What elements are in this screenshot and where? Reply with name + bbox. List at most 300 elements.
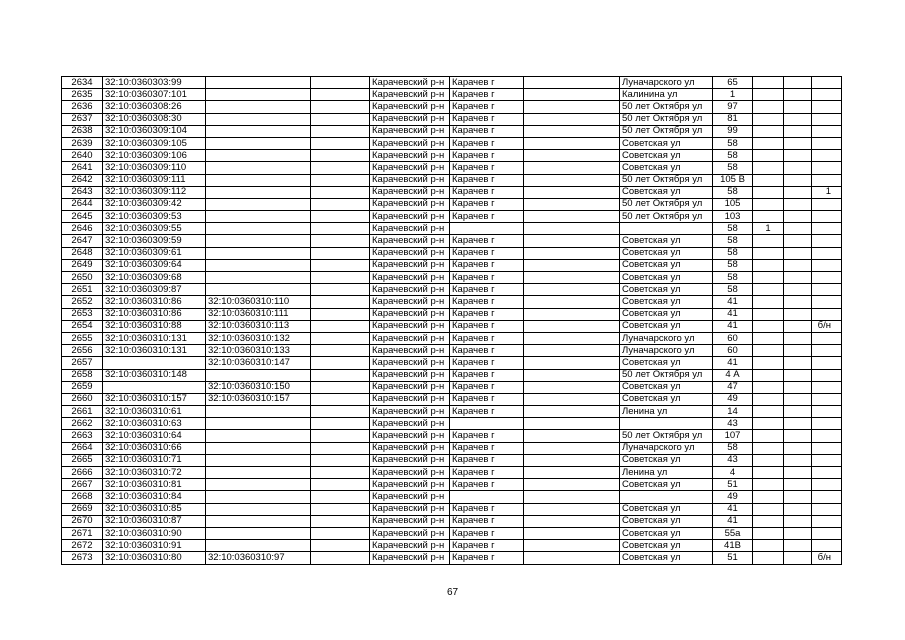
extra-c-cell	[812, 308, 842, 320]
extra-a-cell	[753, 77, 784, 89]
cadastral-number-cell: 32:10:0360310:88	[103, 320, 206, 332]
house-number-cell: 41	[713, 503, 753, 515]
district-cell: Карачевский р-н	[370, 430, 450, 442]
street-cell: Советская ул	[620, 381, 713, 393]
extra-b-cell	[784, 247, 812, 259]
house-number-cell: 58	[713, 150, 753, 162]
house-number-cell: 43	[713, 454, 753, 466]
extra-b-cell	[784, 162, 812, 174]
locality-cell	[524, 223, 620, 235]
cadastral-number-cell: 32:10:0360309:64	[103, 259, 206, 271]
related-cadastral-number-cell	[206, 491, 311, 503]
cadastral-number-cell: 32:10:0360309:106	[103, 150, 206, 162]
house-number-cell: 41	[713, 308, 753, 320]
table-row	[62, 406, 842, 418]
street-cell: Советская ул	[620, 527, 713, 539]
cadastral-number-cell: 32:10:0360310:85	[103, 503, 206, 515]
locality-cell	[524, 503, 620, 515]
district-cell: Карачевский р-н	[370, 320, 450, 332]
table-row	[62, 442, 842, 454]
row-number-cell: 2673	[62, 552, 103, 564]
related-cadastral-number-cell	[206, 540, 311, 552]
empty-col-cell	[311, 503, 370, 515]
extra-c-cell	[812, 101, 842, 113]
extra-a-cell	[753, 527, 784, 539]
cadastral-number-cell: 32:10:0360310:131	[103, 345, 206, 357]
district-cell: Карачевский р-н	[370, 211, 450, 223]
extra-b-cell	[784, 381, 812, 393]
district-cell: Карачевский р-н	[370, 552, 450, 564]
page-number: 67	[446, 587, 459, 598]
street-cell: Советская ул	[620, 186, 713, 198]
cadastral-number-cell: 32:10:0360310:148	[103, 369, 206, 381]
extra-c-cell	[812, 442, 842, 454]
related-cadastral-number-cell	[206, 479, 311, 491]
table-row	[62, 430, 842, 442]
locality-cell	[524, 113, 620, 125]
extra-c-cell	[812, 540, 842, 552]
extra-b-cell	[784, 150, 812, 162]
street-cell	[620, 418, 713, 430]
locality-cell	[524, 454, 620, 466]
cadastral-number-cell: 32:10:0360310:80	[103, 552, 206, 564]
row-number-cell: 2661	[62, 406, 103, 418]
district-cell: Карачевский р-н	[370, 467, 450, 479]
extra-b-cell	[784, 442, 812, 454]
city-cell: Карачев г	[450, 113, 524, 125]
locality-cell	[524, 235, 620, 247]
cadastral-number-cell	[103, 381, 206, 393]
related-cadastral-number-cell: 32:10:0360310:157	[206, 393, 311, 405]
extra-c-cell	[812, 418, 842, 430]
locality-cell	[524, 186, 620, 198]
related-cadastral-number-cell: 32:10:0360310:150	[206, 381, 311, 393]
district-cell: Карачевский р-н	[370, 540, 450, 552]
house-number-cell: 58	[713, 223, 753, 235]
table-row	[62, 527, 842, 539]
row-number-cell: 2635	[62, 89, 103, 101]
cadastral-number-cell: 32:10:0360309:104	[103, 125, 206, 137]
row-number-cell: 2637	[62, 113, 103, 125]
extra-b-cell	[784, 345, 812, 357]
extra-a-cell	[753, 284, 784, 296]
house-number-cell: 49	[713, 491, 753, 503]
related-cadastral-number-cell	[206, 503, 311, 515]
empty-col-cell	[311, 527, 370, 539]
street-cell: 50 лет Октября ул	[620, 125, 713, 137]
district-cell: Карачевский р-н	[370, 406, 450, 418]
extra-b-cell	[784, 491, 812, 503]
extra-b-cell	[784, 332, 812, 344]
cadastral-number-cell: 32:10:0360309:59	[103, 235, 206, 247]
related-cadastral-number-cell	[206, 272, 311, 284]
related-cadastral-number-cell	[206, 101, 311, 113]
city-cell: Карачев г	[450, 369, 524, 381]
street-cell: Луначарского ул	[620, 77, 713, 89]
extra-a-cell	[753, 479, 784, 491]
city-cell: Карачев г	[450, 479, 524, 491]
district-cell: Карачевский р-н	[370, 479, 450, 491]
locality-cell	[524, 101, 620, 113]
house-number-cell: 43	[713, 418, 753, 430]
empty-col-cell	[311, 418, 370, 430]
extra-c-cell	[812, 235, 842, 247]
row-number-cell: 2646	[62, 223, 103, 235]
row-number-cell: 2658	[62, 369, 103, 381]
table-row	[62, 113, 842, 125]
related-cadastral-number-cell	[206, 186, 311, 198]
table-row	[62, 89, 842, 101]
table-row	[62, 272, 842, 284]
empty-col-cell	[311, 491, 370, 503]
related-cadastral-number-cell	[206, 223, 311, 235]
row-number-cell: 2641	[62, 162, 103, 174]
empty-col-cell	[311, 223, 370, 235]
street-cell: Советская ул	[620, 454, 713, 466]
extra-c-cell: 1	[812, 186, 842, 198]
street-cell: 50 лет Октября ул	[620, 430, 713, 442]
street-cell	[620, 491, 713, 503]
city-cell: Карачев г	[450, 503, 524, 515]
extra-a-cell	[753, 454, 784, 466]
row-number-cell: 2670	[62, 515, 103, 527]
locality-cell	[524, 393, 620, 405]
cadastral-number-cell: 32:10:0360310:91	[103, 540, 206, 552]
extra-b-cell	[784, 137, 812, 149]
row-number-cell: 2672	[62, 540, 103, 552]
empty-col-cell	[311, 211, 370, 223]
table-row	[62, 211, 842, 223]
cadastral-number-cell: 32:10:0360310:86	[103, 296, 206, 308]
empty-col-cell	[311, 393, 370, 405]
empty-col-cell	[311, 467, 370, 479]
house-number-cell: 65	[713, 77, 753, 89]
city-cell	[450, 418, 524, 430]
extra-a-cell	[753, 491, 784, 503]
extra-b-cell	[784, 418, 812, 430]
street-cell: 50 лет Октября ул	[620, 113, 713, 125]
extra-a-cell	[753, 357, 784, 369]
extra-b-cell	[784, 552, 812, 564]
street-cell: Советская ул	[620, 284, 713, 296]
district-cell: Карачевский р-н	[370, 235, 450, 247]
extra-c-cell	[812, 479, 842, 491]
extra-a-cell	[753, 296, 784, 308]
cadastral-number-cell: 32:10:0360310:71	[103, 454, 206, 466]
city-cell: Карачев г	[450, 467, 524, 479]
row-number-cell: 2663	[62, 430, 103, 442]
related-cadastral-number-cell	[206, 369, 311, 381]
row-number-cell: 2665	[62, 454, 103, 466]
street-cell: Советская ул	[620, 296, 713, 308]
house-number-cell: 41	[713, 296, 753, 308]
house-number-cell: 105 В	[713, 174, 753, 186]
house-number-cell: 58	[713, 235, 753, 247]
cadastral-number-cell: 32:10:0360310:61	[103, 406, 206, 418]
cadastral-number-cell: 32:10:0360309:87	[103, 284, 206, 296]
city-cell: Карачев г	[450, 137, 524, 149]
cadastral-number-cell: 32:10:0360310:131	[103, 332, 206, 344]
extra-a-cell	[753, 235, 784, 247]
table-row	[62, 381, 842, 393]
city-cell: Карачев г	[450, 174, 524, 186]
cadastral-number-cell: 32:10:0360303:99	[103, 77, 206, 89]
street-cell: Советская ул	[620, 393, 713, 405]
row-number-cell: 2636	[62, 101, 103, 113]
street-cell: Советская ул	[620, 479, 713, 491]
house-number-cell: 58	[713, 272, 753, 284]
house-number-cell: 60	[713, 332, 753, 344]
table-row	[62, 296, 842, 308]
extra-c-cell	[812, 332, 842, 344]
extra-a-cell	[753, 332, 784, 344]
extra-a-cell	[753, 186, 784, 198]
row-number-cell: 2644	[62, 198, 103, 210]
cadastral-number-cell: 32:10:0360309:68	[103, 272, 206, 284]
row-number-cell: 2654	[62, 320, 103, 332]
city-cell: Карачев г	[450, 259, 524, 271]
table-row	[62, 101, 842, 113]
city-cell: Карачев г	[450, 101, 524, 113]
locality-cell	[524, 125, 620, 137]
city-cell: Карачев г	[450, 540, 524, 552]
related-cadastral-number-cell	[206, 515, 311, 527]
extra-b-cell	[784, 515, 812, 527]
related-cadastral-number-cell: 32:10:0360310:132	[206, 332, 311, 344]
house-number-cell: 58	[713, 442, 753, 454]
extra-b-cell	[784, 430, 812, 442]
district-cell: Карачевский р-н	[370, 527, 450, 539]
city-cell: Карачев г	[450, 406, 524, 418]
city-cell: Карачев г	[450, 186, 524, 198]
related-cadastral-number-cell	[206, 467, 311, 479]
city-cell: Карачев г	[450, 77, 524, 89]
city-cell: Карачев г	[450, 284, 524, 296]
district-cell: Карачевский р-н	[370, 259, 450, 271]
house-number-cell: 14	[713, 406, 753, 418]
street-cell: Советская ул	[620, 272, 713, 284]
extra-a-cell	[753, 259, 784, 271]
extra-c-cell	[812, 211, 842, 223]
city-cell: Карачев г	[450, 320, 524, 332]
house-number-cell: 58	[713, 137, 753, 149]
table-row	[62, 308, 842, 320]
city-cell	[450, 223, 524, 235]
extra-a-cell	[753, 211, 784, 223]
house-number-cell: 41	[713, 320, 753, 332]
empty-col-cell	[311, 77, 370, 89]
related-cadastral-number-cell	[206, 198, 311, 210]
cadastral-number-cell: 32:10:0360310:86	[103, 308, 206, 320]
city-cell: Карачев г	[450, 381, 524, 393]
extra-a-cell	[753, 552, 784, 564]
locality-cell	[524, 150, 620, 162]
locality-cell	[524, 369, 620, 381]
related-cadastral-number-cell	[206, 125, 311, 137]
empty-col-cell	[311, 320, 370, 332]
extra-b-cell	[784, 272, 812, 284]
district-cell: Карачевский р-н	[370, 442, 450, 454]
city-cell: Карачев г	[450, 247, 524, 259]
street-cell: Советская ул	[620, 162, 713, 174]
locality-cell	[524, 357, 620, 369]
extra-b-cell	[784, 125, 812, 137]
extra-c-cell	[812, 137, 842, 149]
extra-b-cell	[784, 284, 812, 296]
extra-b-cell	[784, 320, 812, 332]
extra-a-cell	[753, 381, 784, 393]
cadastral-number-cell: 32:10:0360310:84	[103, 491, 206, 503]
locality-cell	[524, 406, 620, 418]
cadastral-number-cell: 32:10:0360310:81	[103, 479, 206, 491]
extra-c-cell	[812, 296, 842, 308]
row-number-cell: 2643	[62, 186, 103, 198]
extra-c-cell	[812, 527, 842, 539]
street-cell: 50 лет Октября ул	[620, 369, 713, 381]
empty-col-cell	[311, 515, 370, 527]
empty-col-cell	[311, 357, 370, 369]
extra-b-cell	[784, 235, 812, 247]
district-cell: Карачевский р-н	[370, 223, 450, 235]
table-row	[62, 467, 842, 479]
cadastral-number-cell: 32:10:0360310:90	[103, 527, 206, 539]
extra-b-cell	[784, 101, 812, 113]
related-cadastral-number-cell: 32:10:0360310:110	[206, 296, 311, 308]
extra-a-cell	[753, 320, 784, 332]
locality-cell	[524, 272, 620, 284]
cadastral-number-cell: 32:10:0360307:101	[103, 89, 206, 101]
row-number-cell: 2668	[62, 491, 103, 503]
related-cadastral-number-cell	[206, 235, 311, 247]
locality-cell	[524, 308, 620, 320]
empty-col-cell	[311, 552, 370, 564]
table-row	[62, 393, 842, 405]
related-cadastral-number-cell: 32:10:0360310:147	[206, 357, 311, 369]
house-number-cell: 1	[713, 89, 753, 101]
row-number-cell: 2651	[62, 284, 103, 296]
house-number-cell: 105	[713, 198, 753, 210]
table-row	[62, 186, 842, 198]
extra-c-cell	[812, 89, 842, 101]
locality-cell	[524, 211, 620, 223]
district-cell: Карачевский р-н	[370, 77, 450, 89]
related-cadastral-number-cell	[206, 77, 311, 89]
extra-c-cell	[812, 162, 842, 174]
house-number-cell: 51	[713, 552, 753, 564]
table-row	[62, 540, 842, 552]
locality-cell	[524, 381, 620, 393]
extra-a-cell	[753, 198, 784, 210]
locality-cell	[524, 320, 620, 332]
city-cell: Карачев г	[450, 345, 524, 357]
table-row	[62, 174, 842, 186]
district-cell: Карачевский р-н	[370, 89, 450, 101]
cadastral-number-cell: 32:10:0360308:26	[103, 101, 206, 113]
related-cadastral-number-cell: 32:10:0360310:97	[206, 552, 311, 564]
empty-col-cell	[311, 137, 370, 149]
locality-cell	[524, 198, 620, 210]
district-cell: Карачевский р-н	[370, 515, 450, 527]
street-cell: Советская ул	[620, 150, 713, 162]
district-cell: Карачевский р-н	[370, 345, 450, 357]
city-cell: Карачев г	[450, 198, 524, 210]
extra-a-cell	[753, 162, 784, 174]
locality-cell	[524, 515, 620, 527]
cadastral-number-cell: 32:10:0360310:66	[103, 442, 206, 454]
street-cell: 50 лет Октября ул	[620, 198, 713, 210]
district-cell: Карачевский р-н	[370, 332, 450, 344]
city-cell: Карачев г	[450, 515, 524, 527]
row-number-cell: 2649	[62, 259, 103, 271]
cadastral-number-cell: 32:10:0360310:157	[103, 393, 206, 405]
extra-c-cell	[812, 223, 842, 235]
extra-a-cell	[753, 418, 784, 430]
table-row	[62, 77, 842, 89]
extra-c-cell	[812, 357, 842, 369]
extra-a-cell	[753, 442, 784, 454]
related-cadastral-number-cell	[206, 162, 311, 174]
house-number-cell: 58	[713, 186, 753, 198]
extra-a-cell: 1	[753, 223, 784, 235]
street-cell: Калинина ул	[620, 89, 713, 101]
extra-c-cell	[812, 150, 842, 162]
city-cell: Карачев г	[450, 527, 524, 539]
street-cell: Советская ул	[620, 552, 713, 564]
district-cell: Карачевский р-н	[370, 418, 450, 430]
house-number-cell: 60	[713, 345, 753, 357]
house-number-cell: 58	[713, 247, 753, 259]
extra-c-cell: б/н	[812, 320, 842, 332]
row-number-cell: 2653	[62, 308, 103, 320]
related-cadastral-number-cell	[206, 247, 311, 259]
extra-c-cell	[812, 284, 842, 296]
empty-col-cell	[311, 332, 370, 344]
extra-c-cell	[812, 369, 842, 381]
extra-a-cell	[753, 272, 784, 284]
row-number-cell: 2647	[62, 235, 103, 247]
extra-a-cell	[753, 125, 784, 137]
locality-cell	[524, 527, 620, 539]
table-row	[62, 345, 842, 357]
empty-col-cell	[311, 369, 370, 381]
extra-a-cell	[753, 113, 784, 125]
locality-cell	[524, 162, 620, 174]
extra-c-cell	[812, 515, 842, 527]
row-number-cell: 2639	[62, 137, 103, 149]
extra-b-cell	[784, 369, 812, 381]
extra-b-cell	[784, 503, 812, 515]
related-cadastral-number-cell	[206, 113, 311, 125]
house-number-cell: 55а	[713, 527, 753, 539]
locality-cell	[524, 174, 620, 186]
related-cadastral-number-cell	[206, 137, 311, 149]
empty-col-cell	[311, 247, 370, 259]
extra-c-cell	[812, 454, 842, 466]
registry-table-body	[62, 77, 842, 565]
extra-c-cell	[812, 272, 842, 284]
extra-b-cell	[784, 113, 812, 125]
row-number-cell: 2664	[62, 442, 103, 454]
house-number-cell: 103	[713, 211, 753, 223]
row-number-cell: 2662	[62, 418, 103, 430]
empty-col-cell	[311, 406, 370, 418]
cadastral-number-cell: 32:10:0360309:112	[103, 186, 206, 198]
empty-col-cell	[311, 540, 370, 552]
row-number-cell: 2659	[62, 381, 103, 393]
city-cell: Карачев г	[450, 235, 524, 247]
row-number-cell: 2645	[62, 211, 103, 223]
locality-cell	[524, 467, 620, 479]
